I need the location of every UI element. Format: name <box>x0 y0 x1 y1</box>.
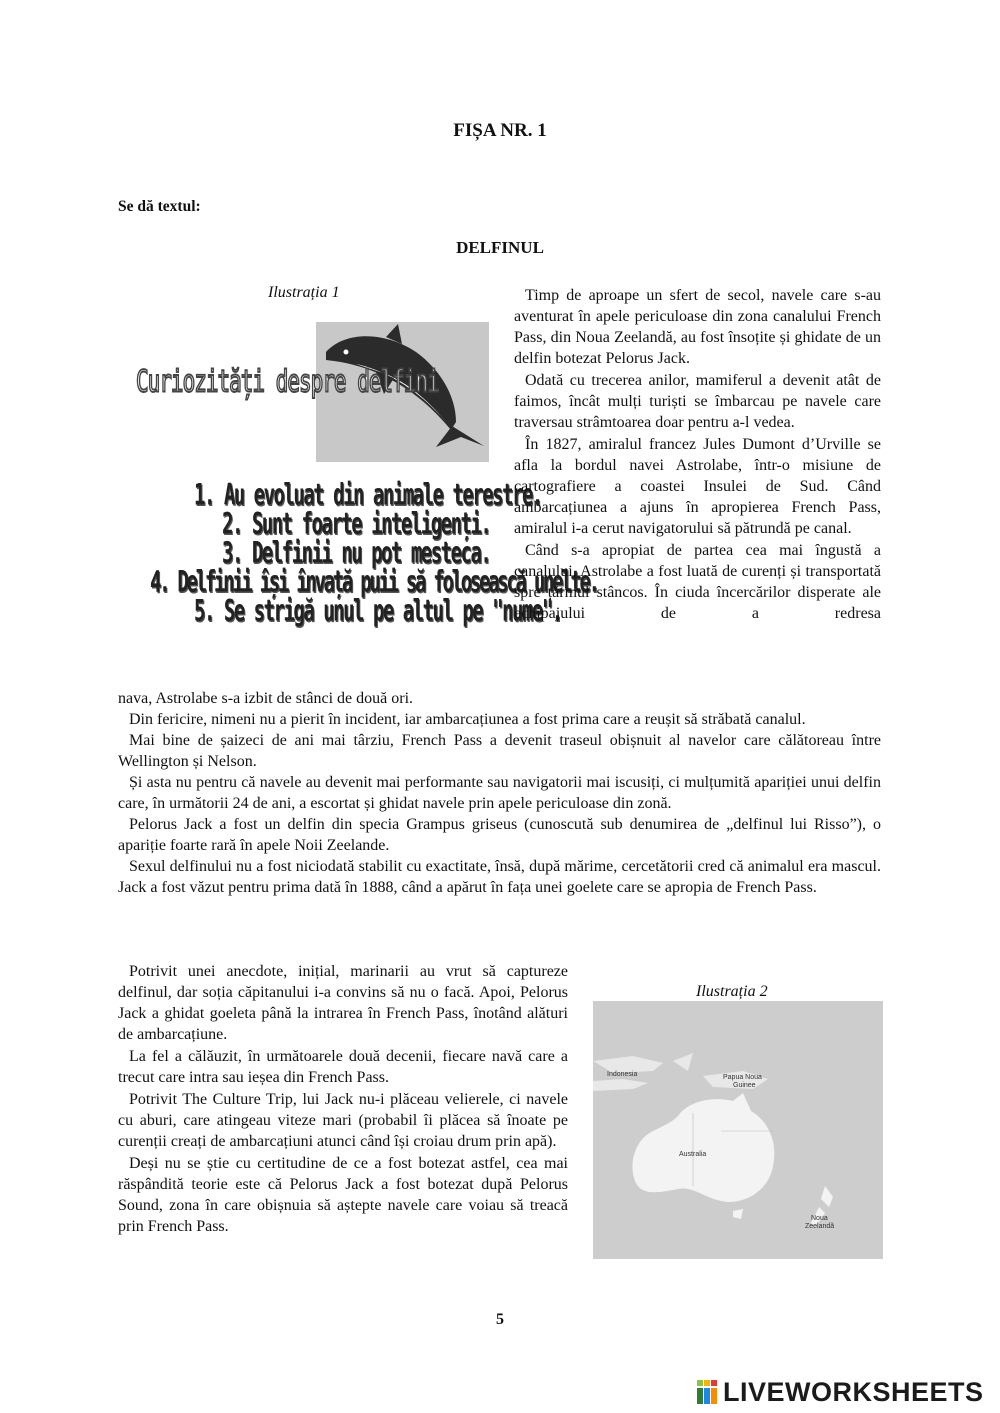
fact-item: 3. Delfinii nu pot mesteca. <box>222 536 491 571</box>
illustration1-caption: Ilustrația 1 <box>268 284 340 301</box>
map-image <box>593 1001 883 1259</box>
map-label: Papua Noua <box>723 1074 762 1081</box>
paragraph: Și asta nu pentru că navele au devenit mai performante sau navigatorii mai iscusiți, ci mulțumită apariției unui delfin care, în următorii 24 de ani, a escortat și ghidat navele prin apele periculoase din zonă. <box>118 774 881 812</box>
paragraph: La fel a călăuzit, în următoarele două decenii, fiecare navă care a trecut care intra sau ieșea din French Pass. <box>118 1048 568 1086</box>
fact-item: 5. Se strigă unul pe altul pe "nume". <box>194 594 562 629</box>
paragraph: Odată cu trecerea anilor, mamiferul a devenit atât de faimos, încât mulți turiști se îmbarcau pe navele care traversau strâmtoarea doar pentru a-l vedea. <box>514 372 881 431</box>
map-label: Zeelandă <box>805 1223 835 1230</box>
paragraph: Mai bine de șaizeci de ani mai târziu, French Pass a devenit traseul obișnuit al navelor care călătoreau între Wellington și Nelson. <box>118 732 881 770</box>
paragraph: Când s-a apropiat de partea cea mai îngustă a canalului, Astrolabe a fost luată de curenți și transportată spre țărmul stâncos. În ciuda încercărilor disperate ale echipajului de a redresa <box>514 542 881 622</box>
logo-text: LIVEWORKSHEETS <box>723 1376 984 1407</box>
illustration2-caption: Ilustrația 2 <box>696 983 768 1000</box>
text-left-column <box>118 961 568 1238</box>
facts-heading: Curiozități despre delfini <box>136 364 439 399</box>
text-right-column <box>514 285 881 625</box>
paragraph: Timp de aproape un sfert de secol, navele care s-au aventurat în apele periculoase din zona canalului French Pass, din Noua Zeelandă, au fost însoțite și ghidate de un delfin botezat Pelorus Jack. <box>514 287 881 367</box>
paragraph: Deși nu se știe cu certitudine de ce a fost botezat astfel, cea mai răspândită teorie este că Pelorus Jack a fost botezat după Pelorus Sound, zona în care obișnuia să aștepte navele care voiau să treacă prin French Pass. <box>118 1155 568 1235</box>
paragraph: Sexul delfinului nu a fost niciodată stabilit cu exactitate, însă, după mărime, cercetătorii cred că animalul era mascul. Jack a fost văzut pentru prima dată în 1888, când a apărut în fața unei goelete care se apropia de French Pass. <box>118 858 881 896</box>
paragraph: Din fericire, nimeni nu a pierit în incident, iar ambarcațiunea a fost prima care a reușit să străbată canalul. <box>129 711 806 728</box>
page-title: FIȘA NR. 1 <box>453 120 547 141</box>
intro-label: Se dă textul: <box>118 198 201 215</box>
paragraph: Pelorus Jack a fost un delfin din specia Grampus griseus (cunoscută sub denumirea de „delfinul lui Risso”), o apariție foarte rară în apele Noii Zeelande. <box>118 816 881 854</box>
paragraph: Potrivit The Culture Trip, lui Jack nu-i plăceau velierele, ci navele cu aburi, care atingeau viteze mari (probabil îi plăcea să înoate pe curenții creați de ambarcațiuni atunci când își croiau drum prin apă). <box>118 1091 568 1150</box>
liveworksheets-logo-icon <box>697 1380 719 1404</box>
paragraph-continuation: nava, Astrolabe s-a izbit de stânci de două ori. <box>118 690 414 707</box>
paragraph: Potrivit unei anecdote, inițial, marinarii au vrut să captureze delfinul, dar soția căpitanului i-a convins să nu o facă. Apoi, Pelorus Jack a ghidat goeleta până la intrarea în French Pass, înotând alături de ambarcațiune. <box>118 963 568 1043</box>
map-icon <box>593 1001 883 1259</box>
fact-item: 2. Sunt foarte inteligenți. <box>222 507 491 542</box>
facts-list <box>138 478 598 629</box>
page-number: 5 <box>496 1311 504 1328</box>
text-title: DELFINUL <box>456 238 544 257</box>
paragraph: În 1827, amiralul francez Jules Dumont d’Urville se afla la bordul navei Astrolabe, într-o misiune de cartografiere a coastei Insulei de Sud. Când ambarcațiunea a ajuns în apropierea French Pass, amiralul i-a cerut navigatorului să pătrundă pe canal. <box>514 436 881 537</box>
fact-item: 4. Delfinii își învață puii să folosească unelte. <box>150 565 598 600</box>
map-label: Guinee <box>733 1082 756 1089</box>
text-full-width <box>118 688 881 898</box>
fact-item: 1. Au evoluat din animale terestre. <box>194 478 542 513</box>
map-label: Noua <box>811 1215 828 1222</box>
map-label: Australia <box>679 1151 707 1158</box>
map-label: Indonesia <box>607 1071 638 1078</box>
liveworksheets-logo[interactable] <box>697 1377 984 1407</box>
